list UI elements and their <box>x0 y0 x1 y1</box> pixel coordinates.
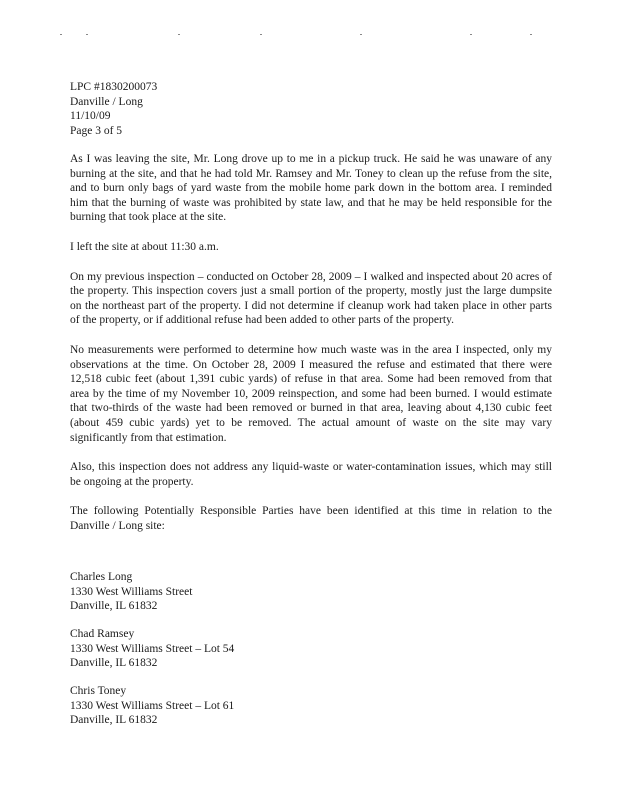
paragraph-measurements: No measurements were performed to determine how much waste was in the area I inspected, only my observations at the time. On October 28, 2009 I measured the refuse and estimated that there were 12,518 cubic feet (about 1,391 cubic yards) of refuse in that area. Some had been removed from that area by the time of my November 10, 2009 reinspection, and some had been burned. I would estimate that two-thirds of the waste had been removed or burned in that area, leaving about 4,130 cubic feet (about 459 cubic yards) yet to be removed. The actual amount of waste on the site may vary significantly from that estimation. <box>70 343 552 444</box>
party-address-block <box>70 570 192 614</box>
site-name: Danville / Long <box>70 95 143 108</box>
lpc-number: LPC #1830200073 <box>70 81 158 93</box>
page-number: Page 3 of 5 <box>70 124 123 137</box>
report-date: 11/10/09 <box>70 110 111 122</box>
party-name: Charles Long <box>70 571 133 583</box>
party-address-block <box>70 627 234 671</box>
letter-header <box>70 80 157 138</box>
paragraph-left-site: I left the site at about 11:30 a.m. <box>70 240 219 253</box>
party-city: Danville, IL 61832 <box>70 657 158 670</box>
paragraph-previous-inspection: On my previous inspection – conducted on October 28, 2009 – I walked and inspected about 20 acres of the property. This inspection covers just a small portion of the property, mostly just the large dumpsite on the northeast part of the property. I did not determine if cleanup work had taken place in other parts of the property, or if additional refuse had been added to other parts of the property. <box>70 270 552 327</box>
party-street: 1330 West Williams Street – Lot 54 <box>70 642 235 655</box>
party-name: Chad Ramsey <box>70 628 135 640</box>
party-address-block <box>70 684 234 728</box>
party-name: Chris Toney <box>70 685 127 697</box>
paragraph-responsible-parties: The following Potentially Responsible Parties have been identified at this time in relation to the Danville / Long site: <box>70 505 552 532</box>
letter-body <box>70 152 552 533</box>
party-street: 1330 West Williams Street – Lot 61 <box>70 699 235 712</box>
party-city: Danville, IL 61832 <box>70 600 158 613</box>
scan-artifacts <box>60 34 560 40</box>
party-street: 1330 West Williams Street <box>70 585 193 598</box>
party-city: Danville, IL 61832 <box>70 714 158 727</box>
paragraph-mr-long-conversation: As I was leaving the site, Mr. Long drove up to me in a pickup truck. He said he was unaware of any burning at the site, and that he had told Mr. Ramsey and Mr. Toney to clean up the refuse from the site, and to burn only bags of yard waste from the mobile home park down in the bottom area. I reminded him that the burning of waste was prohibited by state law, and that he may be held responsible for the burning that took place at the site. <box>70 153 552 224</box>
paragraph-liquid-waste: Also, this inspection does not address any liquid-waste or water-contamination issues, which may still be ongoing at the property. <box>70 461 552 488</box>
